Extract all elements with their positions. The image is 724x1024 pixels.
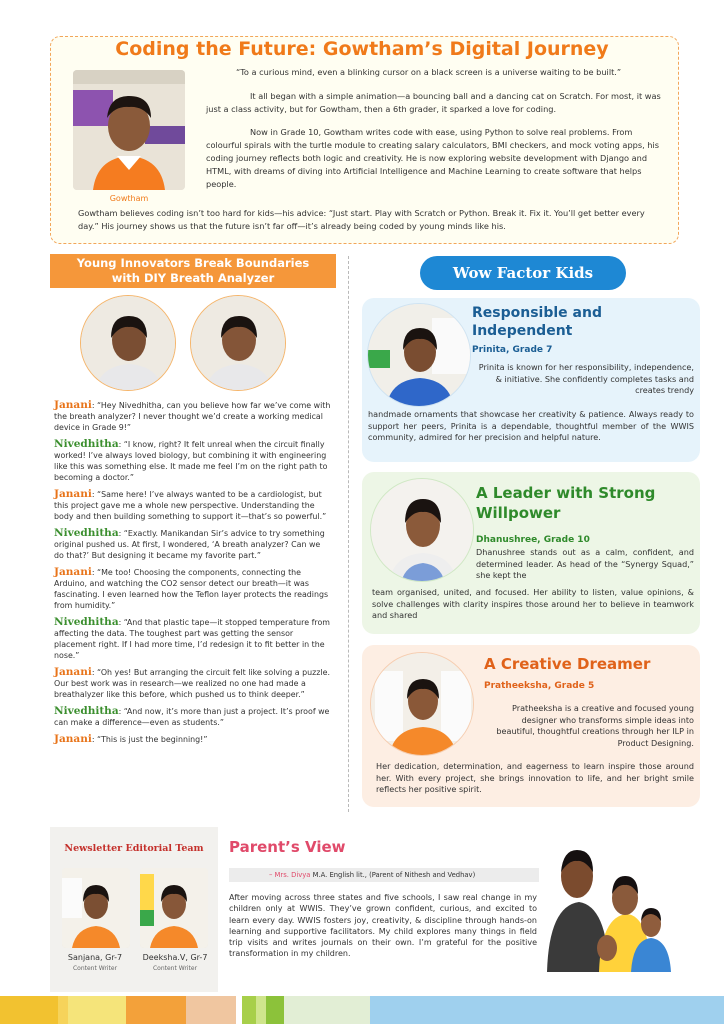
color-bar xyxy=(266,996,284,1024)
speaker-text: “Hey Nivedhitha, can you believe how far we’ve come with the breath analyzer? I never thought we’d create a working medical device in Grade 9!” xyxy=(54,401,331,432)
prinita-photo xyxy=(367,303,471,407)
team-member-role: Content Writer xyxy=(72,965,118,972)
color-bar xyxy=(126,996,186,1024)
card1-name: Prinita, Grade 7 xyxy=(472,345,553,355)
card1-text-bottom: handmade ornaments that showcase her creativity & patience. Always ready to support her peers, Prinita is a dependable, thoughtful member of the WWIS community, admired for her precision and helpful nature. xyxy=(368,409,694,442)
speaker-name: Janani xyxy=(54,666,92,678)
wow-factor-title: Wow Factor Kids xyxy=(420,256,626,290)
speaker-text: “And that plastic tape—it stopped temperature from affecting the data. The toughest part was getting the sensor placement right. If I had more time, I’d redesign it to fit better in the nose.” xyxy=(54,618,330,660)
parents-view-byline xyxy=(229,868,539,882)
speaker-text: “Oh yes! But arranging the circuit felt like solving a puzzle. Our best work was in research—we realized no one had made a breathalyzer like this before, which pushed us to think deeper.” xyxy=(54,668,330,699)
featured-paragraph-1: It all began with a simple animation—a bouncing ball and a dancing cat on Scratch. For most, it was just a class activity, but for Gowtham, then a 6th grader, it sparked a love for coding. xyxy=(206,91,661,114)
color-bar xyxy=(58,996,68,1024)
card3-name: Pratheeksha, Grade 5 xyxy=(484,681,595,691)
pratheeksha-photo xyxy=(370,652,474,756)
family-photo xyxy=(545,836,675,972)
gowtham-photo xyxy=(73,70,185,190)
team-member-role: Content Writer xyxy=(152,965,198,972)
conversation-line: Nivedhitha: “I know, right? It felt unreal when the circuit finally worked! I’ve always loved biology, but combining it with engineering like this was something else. It made me feel I’m on the right path to becoming a doctor.” xyxy=(54,438,328,482)
parent-credentials: M.A. English lit., (Parent of Nithesh and Vedhav) xyxy=(310,871,476,879)
parents-view-text: After moving across three states and five schools, I saw real change in my children only at WWIS. They’ve grown confident, curious, and excited to learn every day. WWIS fosters joy, creativity, & discipline through hands-on learning and supportive facilitators. My child explores many things in field trip visits and writes journals on their own. I’m grateful for the positive transformation in my children. xyxy=(229,893,537,959)
card2-title-line-2: Willpower xyxy=(476,504,561,522)
card1-title xyxy=(472,304,602,340)
card1-title-line-2: Independent xyxy=(472,323,573,339)
color-bar xyxy=(242,996,256,1024)
speaker-name: Janani xyxy=(54,566,92,578)
conversation-line: Nivedhitha: “Exactly. Manikandan Sir’s advice to try something original pushed us. At first, I wondered, ‘A breath analyzer? Can we do that?’ But designing it became my favorite part.” xyxy=(54,527,325,560)
card2-name: Dhanushree, Grade 10 xyxy=(476,535,590,545)
color-bar xyxy=(0,996,58,1024)
card2-text-top: Dhanushree stands out as a calm, confident, and determined leader. As head of the “Synergy Squad,” she kept the xyxy=(476,547,694,580)
dhanushree-photo xyxy=(370,478,474,582)
speaker-text: “This is just the beginning!” xyxy=(97,735,208,744)
speaker-name: Nivedhitha xyxy=(54,705,119,717)
nivedhitha-photo xyxy=(190,295,286,391)
conversation-line: Janani: “This is just the beginning!” xyxy=(54,733,208,745)
speaker-name: Janani xyxy=(54,488,92,500)
editorial-team-title: Newsletter Editorial Team xyxy=(64,843,204,854)
column-divider xyxy=(348,256,349,812)
card3-title: A Creative Dreamer xyxy=(484,655,651,673)
conversation-line: Janani: “Same here! I’ve always wanted to be a cardiologist, but this project gave me a whole new perspective. Understanding the body and then building something to support it—that’s so powerful.” xyxy=(54,488,327,521)
sanjana-photo xyxy=(62,868,130,948)
conversation-line: Janani: “Oh yes! But arranging the circuit felt like solving a puzzle. Our best work was in research—we realized no one had made a breathalyzer like this before, which pushed us to think deeper.” xyxy=(54,666,330,699)
speaker-name: Janani xyxy=(54,733,92,745)
featured-quote: “To a curious mind, even a blinking cursor on a black screen is a universe waiting to be built.” xyxy=(236,67,622,77)
featured-story-title: Coding the Future: Gowtham’s Digital Journey xyxy=(115,38,609,60)
conversation-line: Janani: “Hey Nivedhitha, can you believe how far we’ve come with the breath analyzer? I never thought we’d create a working medical device in Grade 9!” xyxy=(54,399,331,432)
speaker-text: “Me too! Choosing the components, connecting the Arduino, and watching the CO2 sensor detect our breath—it was fascinating. I even learned how the Teflon layer protects the readings from humidity.” xyxy=(54,568,329,610)
innovators-banner-line-2: with DIY Breath Analyzer xyxy=(111,271,275,285)
janani-photo xyxy=(80,295,176,391)
card2-title-line-1: A Leader with Strong xyxy=(476,484,656,502)
featured-paragraph-3: Gowtham believes coding isn’t too hard for kids—his advice: “Just start. Play with Scratch or Python. Break it. Fix it. You’ll get better every day.” His journey shows us that the future isn’t far off—it’s already being coded by young minds like his. xyxy=(78,208,645,231)
color-bar xyxy=(284,996,370,1024)
gowtham-photo-caption: Gowtham xyxy=(109,194,149,203)
color-bar xyxy=(68,996,126,1024)
card2-text-bottom: team organised, united, and focused. Her ability to listen, value opinions, & solve challenges with clarity inspires those around her to believe in teamwork and shared xyxy=(372,587,694,620)
card3-text-bottom: Her dedication, determination, and eagerness to learn inspire those around her. With every project, she brings innovation to life, and her bright smile reflects her positive spirit. xyxy=(376,761,694,794)
color-bar xyxy=(256,996,266,1024)
color-bar xyxy=(370,996,724,1024)
deeksha-photo xyxy=(140,868,208,948)
card2-title xyxy=(476,483,655,523)
conversation xyxy=(54,400,332,751)
conversation-line: Nivedhitha: “And that plastic tape—it stopped temperature from affecting the data. The toughest part was getting the sensor placement right. If I had more time, I’d redesign it to fit better in the nose.” xyxy=(54,616,330,660)
speaker-name: Nivedhitha xyxy=(54,527,119,539)
speaker-name: Nivedhitha xyxy=(54,616,119,628)
innovators-banner xyxy=(50,254,336,288)
team-member-name: Deeksha.V, Gr-7 xyxy=(142,953,208,962)
parent-name: – Mrs. Divya xyxy=(269,871,311,879)
color-bar xyxy=(186,996,236,1024)
conversation-line: Nivedhitha: “And now, it’s more than just a project. It’s proof we can make a difference—even as students.” xyxy=(54,705,330,727)
speaker-text: “And now, it’s more than just a project. It’s proof we can make a difference—even as students.” xyxy=(54,707,330,727)
speaker-name: Janani xyxy=(54,399,92,411)
speaker-name: Nivedhitha xyxy=(54,438,119,450)
conversation-line: Janani: “Me too! Choosing the components, connecting the Arduino, and watching the CO2 sensor detect our breath—it was fascinating. I even learned how the Teflon layer protects the readings from humidity.” xyxy=(54,566,329,610)
speaker-text: “Exactly. Manikandan Sir’s advice to try something original pushed us. At first, I wondered, ‘A breath analyzer? Can we do that?’ But designing it became my favorite part.” xyxy=(54,529,325,560)
speaker-text: “Same here! I’ve always wanted to be a cardiologist, but this project gave me a whole new perspective. Understanding the body and then building something to support it—that’s so powerful.” xyxy=(54,490,327,521)
innovators-banner-line-1: Young Innovators Break Boundaries xyxy=(76,256,310,270)
card1-title-line-1: Responsible and xyxy=(472,305,602,321)
team-member-name: Sanjana, Gr-7 xyxy=(67,953,123,962)
parents-view-title: Parent’s View xyxy=(229,838,346,856)
card3-text-top: Pratheeksha is a creative and focused young designer who transforms simple ideas into beautiful, thoughtful creations through her ILP in Product Designing. xyxy=(496,703,694,748)
featured-paragraph-2: Now in Grade 10, Gowtham writes code with ease, using Python to solve real problems. From colourful spirals with the turtle module to creating salary calculators, BMI checkers, and mock voting apps, his coding journey reflects both logic and creativity. He is now exploring website development with Django and HTML, with dreams of diving into Artificial Intelligence and Machine Learning to create software that helps people. xyxy=(206,127,660,189)
card1-text-top: Prinita is known for her responsibility, independence, & initiative. She confidently completes tasks and creates trendy xyxy=(478,362,694,395)
speaker-text: “I know, right? It felt unreal when the circuit finally worked! I’ve always loved biology, but combining it with engineering like this was something else. It made me feel I’m on the right path to becoming a doctor.” xyxy=(54,440,328,482)
